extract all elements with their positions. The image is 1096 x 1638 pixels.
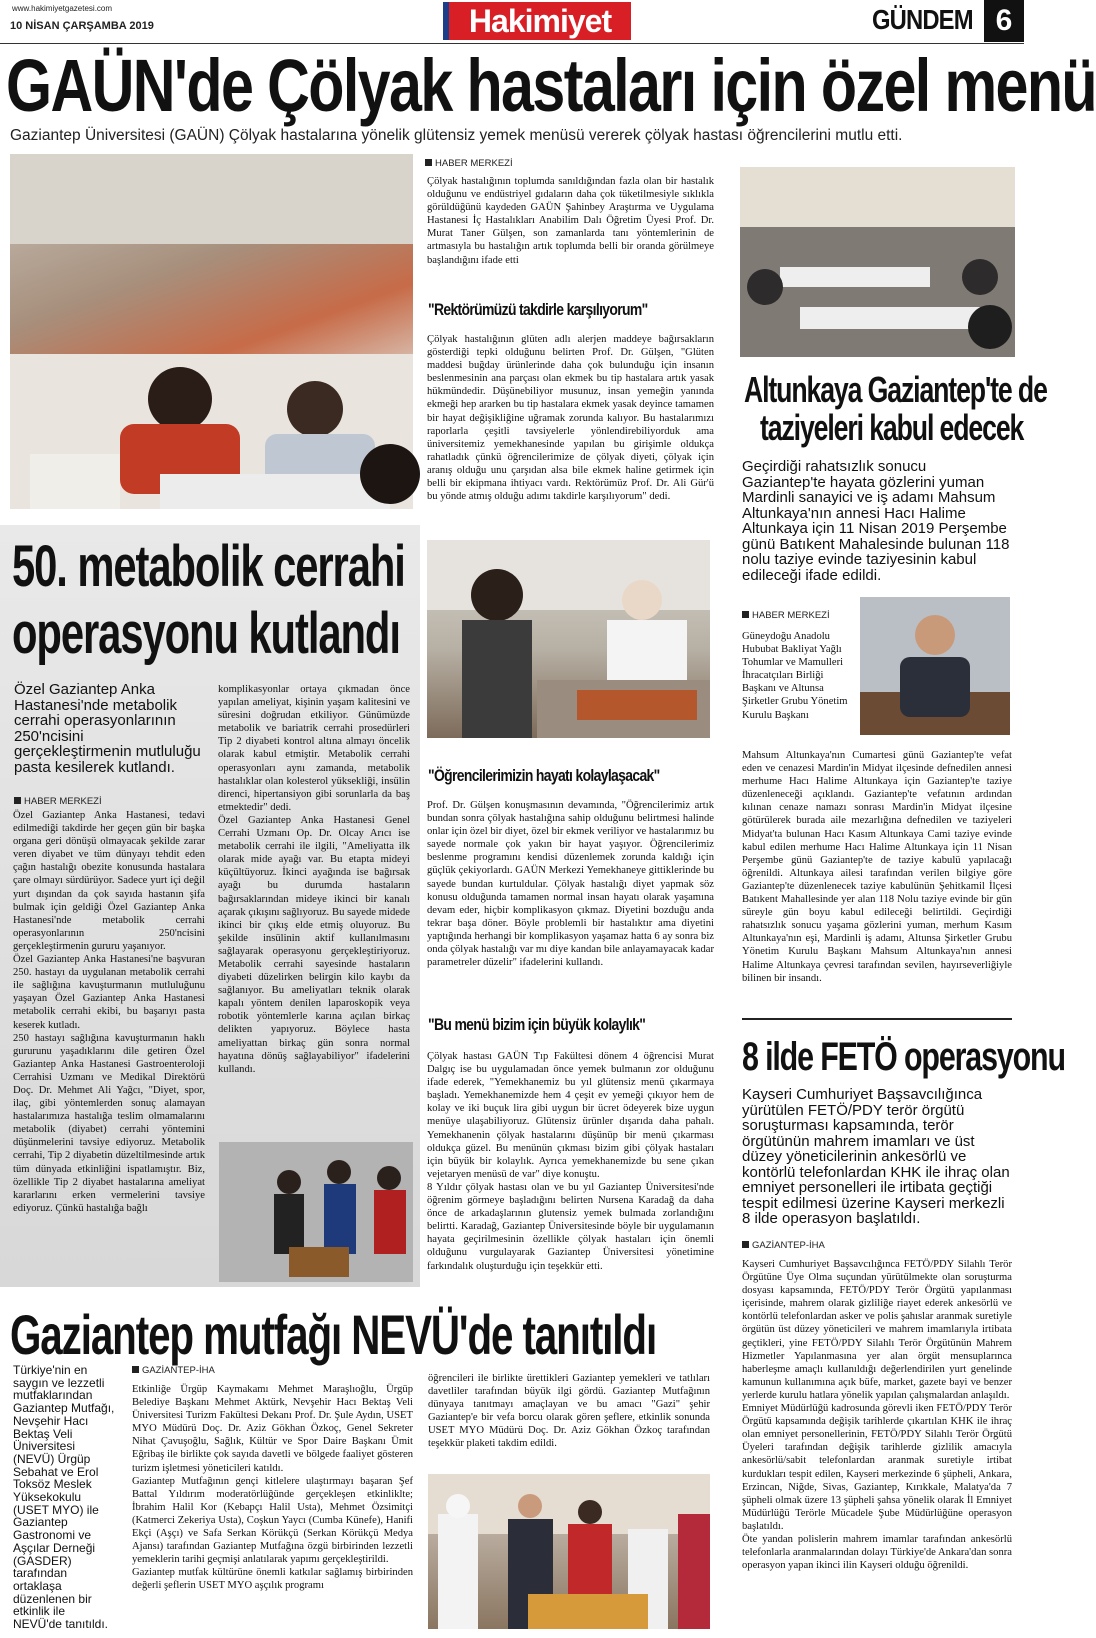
- portrait-photo: [860, 597, 1010, 735]
- metabolik-lead: Özel Gaziantep Anka Hastanesi'nde metabolik cerrahi operasyonlarının 250'ncisini gerçekleştirmenin mutluluğu pasta kesilerek kutlandı.: [14, 681, 201, 776]
- main-paragraph-4: Çölyak hastası GAÜN Tıp Fakültesi dönem 4 öğrencisi Murat Dalgıç ise bu uygulamadan önce yemek bulmanın zor olduğunu ifade ederek, "Yemekhanemiz bu yıl glütensiz menü çıkarmaya başladı. Yemekhanemizde hem 4 çeşit ev yemeği çıkıyor hem de kolay ve iki buçuk lira gibi uygun bir ücret ödeyerek bize uygun menüye ulaşabiliyoruz. Glütensiz ürünler dışarıda daha pahalı. Yemekhanenin çölyak hastalarını düşünüp bir menü çıkarması oldukça güzel. Bu menünün çıkması bizim gibi çölyak hastaları için büyük bir kolaylık. Ayrıca yemekhanemizde bu sene çıkan vejetaryen menüsü de var" diye konuştu. 8 Yıldır çölyak hastası olan ve bu yıl Gaziantep Üniversitesi'nde öğrenim görmeye başladığını belirten Nursena Karadağ da daha önce de arkadaşlarının glutensiz yemek bulmada zorlandığını belirtti. Karadağ, Gaziantep Üniversitesinde böyle bir uygulamanın hayata geçirilmesinin özellikle çölyak hastaları için önemli olduğunu vurgulayarak Gaziantep Üniversitesi yönetimine farkındalık oluşturduğu için teşekkür etti.: [427, 1051, 714, 1272]
- mutfak-lead: Türkiye'nin en saygın ve lezzetli mutfaklarından Gaziantep Mutfağı, Nevşehir Hacı Bektaş Veli Üniversitesi (NEVÜ) Ürgüp Sebahat ve Erol Toksöz Meslek Yüksekokulu (USET MYO) ile Gaziantep Gastronomi ve Aşçılar Derneği (GASDER) tarafından ortaklaşa düzenlenen bir etkinlik ile NEVÜ'de tanıtıldı.: [13, 1363, 115, 1632]
- page-number: 6: [984, 0, 1024, 42]
- feto-lead: Kayseri Cumhuriyet Başsavcılığınca yürütülen FETÖ/PDY terör örgütü soruşturması kapsamında, terör örgütünün mahrem imamları ve üst düzey yöneticilerinin ankesörlü ve kontörlü telefonlardan KHK ile ihraç olan emniyet personelleri ile irtibata geçtiği tespit edilmesi üzerine Kayseri merkezli 8 ilde operasyon başlatıldı.: [742, 1086, 1010, 1227]
- section-label: GÜNDEM: [872, 4, 973, 35]
- feto-headline: 8 ilde FETÖ operasyonu: [742, 1035, 1065, 1079]
- mutfak-column-1: Etkinliğe Ürgüp Kaymakamı Mehmet Maraşlıoğlu, Ürgüp Belediye Başkanı Mehmet Aktürk, Nevşehir Hacı Bektaş Veli Üniversitesi Turizm Fakültesi Dekanı Prof. Dr. Şule Aydın, USET MYO Müdürü Doç. Dr. Aziz Gökhan Özkoç, Genel Sekreter Nihat Çavuşoğlu, Sağlık, Kültür ve Spor Daire Başkanı Ümit Eğribaş ile birlikte çok sayıda davetli ve bölgede faaliyet gösteren turizm işletmesi yöneticileri katıldı. Gaziantep Mutfağının gençi kitlelere ulaştırmayı başaran Şef Battal Yıldırım moderatörlüğünde gerçekleşen etkinliklte; İbrahim Halil Kor (Kebapçı Halil Usta), Mehmet Özsimitçi (Katmerci Zekeriya Usta), Coşkun Yaycı (Cumba Künefe), Hanifi Ekçi (Aşçı) ve Safa Serkan Körükçü (Serkan Körükçü Medya Ajansı) tarafından Gaziantep Mutfağına özgü birbirinden lezzetli yemeklerin tarihi geçmişi anlatılarak yapımı gerçekleştirildi. Gaziantep mutfak kültürüne önemli katkılar sağlamış birbirinden değerli şeflerin USET MYO aşçılık programı: [132, 1384, 413, 1592]
- feto-text: Kayseri Cumhuriyet Başsavcılığınca FETÖ/PDY Silahlı Terör Örgütüne Üye Olma suçundan yürütülmekte olan soruşturma dosyası kapsamında, FETÖ/PDY Terör Örgütü yapılanması içerisinde, mahrem olarak gizliliğe riayet ederek ankesörlü ve kontörlü telefonlardan asker ve polis şahıslar aranmak suretiyle örgütün üst düzey yöneticileri ve mahrem imamlarıyla irtibata geçtikleri, yine FETÖ/PDY Silahlı Terör Örgütünün Mahrem Hizmetler Yapılanmasına yer alan örgüt mensuplarınca haberleşme amaçlı kullanıldığı değerlendirilen yurt genelinde kamunun kullanımına açık büfe, market, gazete bayi ve benzer yerlerde kurulu hatlara yönelik yapılan çalışmalardan anlaşıldı. Emniyet Müdürlüğü kadrosunda görevli iken FETÖ/PDY Terör Örgütü kapsamında değişik tarihlerde çıkartılan KHK ile ihraç olan emniyet personellerinin, FETÖ/PDY Silahlı Terör Örgütü Üyeleri tarafından değişik tarihlerde gizlilik amacıyla ankesörlü/sabit telefonlardan aranmak suretiyle irtibat kurdukları tespit edilen, Kayseri merkezinde 6 şüpheli, Ankara, Erzincan, Niğde, Sivas, Gaziantep, Kırıkkale, Malatya'da 7 şüpheli olmak üzere 13 şüpheli şahsa yönelik olarak İl Emniyet Müdürlüğü Terörle Mücadele Şube Müdürlüğüne operasyon başlatıldı. Öte yandan polislerin mahrem imamlar tarafından ankesörlü telefonlarla aranmalarından dolayı Türkiye'de Ankara'dan sonra operasyon yapan ikinci ilin Kayseri olduğu öğrenildi.: [742, 1259, 1012, 1572]
- headline-lead: Gaziantep Üniversitesi (GAÜN) Çölyak hastalarına yönelik glütensiz yemek menüsü vererek çölyak hastası öğrencilerini mutlu etti.: [10, 127, 903, 144]
- main-subhead-2: "Öğrencilerimizin hayatı kolaylaşacak": [428, 766, 660, 785]
- issue-date: 10 NİSAN ÇARŞAMBA 2019: [10, 20, 154, 32]
- page-headline: GAÜN'de Çölyak hastaları için özel menü: [6, 44, 1096, 127]
- newspaper-logo: Hakimiyet: [449, 2, 631, 40]
- altunkaya-headline-1: Altunkaya Gaziantep'te de: [744, 369, 1047, 410]
- altunkaya-text: Mahsum Altunkaya'nın Cumartesi günü Gaziantep'te vefat eden ve cenazesi Mardin'in Midyat ilçesinde defnedilen annesi merhume Hacı Halime Altunkaya için Gaziantep'te taziye düzenleneceği açıklandı. Gaziantep'te vefatının ardından kılınan cenaze namazı sonrası Mardin'in Midyat ilçesine götürülerek burada aile mezarlığına defnedilen ve taziyeleri Midyat'ta bulunan Hacı Kasım Altunkaya Cami taziye evinde kabul edilen merhume Hacı Halime Altunkaya için 11 Nisan Perşembe günü Gaziantep'te de taziye kabulü yapılacağı öğrenildi. Altunkaya ailesi tarafından verilen bilgiye göre Gaziantep'te düzenlenecek taziye kabulünün Şehitkamil İlçesi Batıkent Mahallesinde yer alan 118 Nolu taziye evinde bir gün süreyle gün boyu kabul edileceği belirtildi. Geçirdiği rahatsızlık sonucu yaşama gözlerini yuman, merhum Kasım Altunkaya'nın eşi, Mardinli iş adamı, Altunsa Şirketler Grubu Yönetim Kurulu Başkanı Mahsum Altunkaya'nın annesi Halime Altunkaya çevresi tarafından sevilen, hayırseverliğiyle bilinen bir insandı.: [742, 750, 1012, 984]
- byline-main: HABER MERKEZİ: [425, 158, 513, 169]
- metabolik-headline-1: 50. metabolik cerrahi: [12, 534, 405, 599]
- metabolik-headline-2: operasyonu kutlandı: [12, 601, 400, 666]
- byline-metabolik: HABER MERKEZİ: [14, 796, 102, 807]
- main-subhead-1: "Rektörümüzü takdirle karşılıyorum": [428, 300, 648, 319]
- main-paragraph-3: Prof. Dr. Gülşen konuşmasının devamında, "Öğrencilerimiz artık bundan sonra çölyak hastalığına sahip olduğunu belirtmesi halinde onlar için özel bir diyet, özel bir ekmek veriliyor ve hastalarımız bu sayede normale çok yakın bir hayat yaşıyor. Öğrencilerimiz beslenme programını kendisi düzenlemek zorunda kaldığı için güçlük çekiyorlardı. GAÜN Merkezi Yemekhaneye gittiklerinde bu sayede bundan kurtuldular. Çölyak hastalığı diyet yapmak söz konusu olduğunda tamamen normal insan hayatı olarak yaşamına devam eder, hiçbir komplikasyon çıkmaz. Diyetini bozduğu anda tekrar başa döner. Böyle problemli bir hastalıktır ama diyetini yaptığında herhangi bir komplikasyon yaşamaz hatta 6 ay sonra biz onda çölyak hastalığı var mı diye kandan bile anlayamayacak kadar parametreler düzelir" ifadelerini kullandı.: [427, 800, 714, 969]
- altunkaya-headline-2: taziyeleri kabul edecek: [760, 407, 1024, 448]
- serving-line-photo: [427, 540, 710, 738]
- condolence-meeting-photo: [740, 167, 1015, 357]
- byline-mutfak: GAZİANTEP-İHA: [132, 1365, 215, 1376]
- byline-feto: GAZİANTEP-İHA: [742, 1240, 825, 1251]
- chefs-photo: [428, 1474, 710, 1629]
- metabolik-column-1: Özel Gaziantep Anka Hastanesi, tedavi edilmediği takdirde her geçen gün bir başka organa geri dönüşü olmayacak şekilde zarar veren diyabet ve tüm dünyayı tehdit eden çağın hastalığı obezite konusunda hastalara çare olmayı sürdürüyor. Sadece yurt içi değil yurt dışından da çok sayıda hastanın şifa bulmak için geldiği Özel Gaziantep Anka Hastanesi'nde metabolik cerrahi operasyonlarının 250'ncisini gerçekleştirmenin gururu yaşanıyor. Özel Gaziantep Anka Hastanesi'ne başvuran 250. hastayı da uygulanan metabolik cerrahi ile sağlığına kavuşturmanın mutluluğunu yaşayan Özel Gaziantep Anka Hastanesi metabolik cerrahi ekibi, bu başarıyı pasta keserek kutladı. 250 hastayı sağlığına kavuşturmanın haklı gururunu yaşadıklarını dile getiren Özel Gaziantep Anka Hastanesi Gastroenteroloji Cerrahisi Uzmanı ve Medikal Direktörü Doç. Dr. Mehmet Ali Yağcı, "Diyet, spor, ilaç, gibi yöntemlerden sonuç alamayan hastalarımıza hastalığa teslim olmamalarını metabolik (diyabet) cerrahi yöntemini düşünmelerini tavsiye ediyoruz. Metabolik cerrahi, Tip 2 diyabetin düzeltilmesinde artık tüm dünyada etkinliğini ispatlamıştır. Biz, özellikle Tip 2 diyabet hastalarına ameliyat kararlarını erken vermelerini tavsiye ediyoruz. Çünkü hastalığa bağlı: [13, 810, 205, 1214]
- metabolik-column-2: komplikasyonlar ortaya çıkmadan önce yapılan ameliyat, kişinin yaşam kalitesini ve süresini doğrudan etkiliyor. Günümüzde metabolik ve bariatrik cerrahi prosedürleri Tip 2 diyabeti kontrol altına almayı öncelik olarak kabul etmiştir. Metabolik cerrahi operasyonları aynı zamanda, metabolik hastalıklar olan kolesterol yüksekliği, insülin direnci, hipertansiyon gibi sorunlarla da baş etmektedir" dedi. Özel Gaziantep Anka Hastanesi Genel Cerrahi Uzmanı Op. Dr. Olcay Arıcı ise metabolik cerrahi ile ilgili, "Ameliyatta ilk olarak mide ayağı var. Bu etapta mideyi küçültüyoruz. İkinci ayağında ise bağırsak ayağı bu durumda hastaların bağırsaklarından mideye ikinci bir kanalı açarak çıkışını sağlıyoruz. Bu sayede midede ikinci bir çıkış elde etmiş oluyoruz. Bu şekilde insülinin aktif kullanılmasını sağlayarak operasyonu gerçekleştiriyoruz. Metabolik cerrahi sayesinde hastaların diyabeti düzelirken belirgin kilo kaybı da sağlanıyor. Bu ameliyatları teknik olarak kapalı yöntem denilen laparoskopik veya robotik yöntemlerle karına açılan birkaç delikten yapıyoruz. Böylece hasta ameliyattan birkaç gün sonra normal hayatına dönüş sağlayabiliyor" ifadelerini kullandı.: [218, 684, 410, 1075]
- cafeteria-photo: [10, 154, 413, 509]
- main-paragraph-1: Çölyak hastalığının toplumda sanıldığından fazla olan bir hastalık olduğunu ve endüstriyel gıdaların daha çok tüketilmesiyle sıklıkla görüldüğünü kaydeden GAÜN Şahinbey Araştırma ve Uygulama Hastanesi İç Hastalıkları Anabilim Dalı Öğretim Üyesi Prof. Dr. Murat Taner Gülşen, son zamanlarda tanı yöntemlerinin de artmasıyla bu hastalığın artık toplumda belli bir oranda görülmeye başlandığını ifade etti: [427, 176, 714, 266]
- altunkaya-short-text: Güneydoğu Anadolu Hububat Bakliyat Yağlı Tohumlar ve Mamulleri İhracatçıları Birliği Başkanı ve Altunsa Şirketler Grubu Yönetim Kurulu Başkanı: [742, 631, 848, 721]
- mutfak-headline: Gaziantep mutfağı NEVÜ'de tanıtıldı: [10, 1303, 657, 1366]
- byline-altunkaya: HABER MERKEZİ: [742, 610, 830, 621]
- mutfak-column-2: öğrencileri ile birlikte ürettikleri Gaziantep yemekleri ve tatlıları davetliler tarafından büyük ilgi gördü. Gaziantep Mutfağının dünyaya tanıtmayı amaçlayan ve bu amacı "Gazi" şehir Gaziantep'e bir vefa borcu olarak gören şeflere, etkinlik sonunda USET MYO Müdürü Doç. Dr. Aziz Gökhan Özkoç tarafından teşekkür plaketi takdim edildi.: [428, 1373, 710, 1450]
- main-paragraph-2: Çölyak hastalığının glüten adlı alerjen maddeye bağırsakların gösterdiği tepki olduğunu belirten Prof. Dr. Gülşen, "Glüten maddesi buğday ürünlerinde daha çok bulunduğu için insanın beslenmesinin ana parçası olan ekmek bu tip hastalara artık yasak hükmündedir. Düşünebiliyor musunuz, insan yemeğin yanında ekmeği hep ararken bu tip hastalara ekmek yasak deyince tamamen bir hayat değişikliğine uğramak zorunda kalıyor. Bu hastalarımızı raporlarla çeşitli tavsiyelerle yönlendirebiliyorduk ama üniversitemiz yemekhanesinde yapılan bu girişimle oldukça rahatladık çünkü öğrencilerimize de çölyak diyeti, çölyak için aranış olduğu unu çarşıdan alsa bile ekmek haline getirmek için belli bir ekipmana ihtiyacı vardı. Rektörümüz Prof. Dr. Ali Gür'ü bu yönde atmış olduğu adımı takdirle karşılıyorum" dedi.: [427, 334, 714, 503]
- altunkaya-lead: Geçirdiği rahatsızlık sonucu Gaziantep'te hayata gözlerini yuman Mardinli sanayici ve iş adamı Mahsum Altunkaya'nın annesi Hacı Halime Altunkaya için 11 Nisan 2019 Perşembe günü Batıkent Mahalesinde bulunan 118 nolu taziye evinde taziyesinin kabul edileceği ifade edildi.: [742, 458, 1010, 584]
- main-subhead-3: "Bu menü bizim için büyük kolaylık": [428, 1015, 646, 1034]
- section-divider: [742, 1018, 1012, 1020]
- cake-celebration-photo: [219, 1142, 413, 1282]
- site-url[interactable]: www.hakimiyetgazetesi.com: [12, 4, 113, 13]
